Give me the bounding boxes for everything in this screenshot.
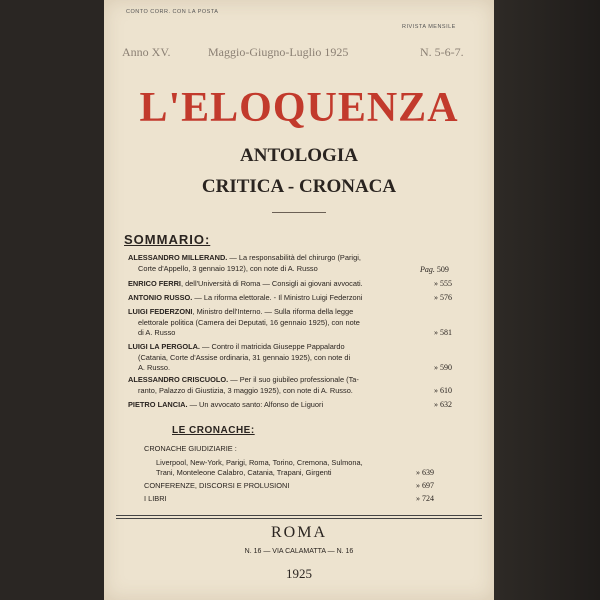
page-number: 581 [440,328,452,337]
page-prefix: » [434,363,438,372]
toc-page [434,400,452,409]
page-prefix: Pag. [420,265,435,274]
footer-rule [116,515,482,519]
conferenze-entry: CONFERENZE, DISCORSI E PROLUSIONI [144,481,290,490]
cronache-cities-line1: Liverpool, New-York, Parigi, Roma, Torino, Cremona, Sulmona, [156,458,363,467]
toc-page [434,279,452,288]
monthly-review-note: RIVISTA MENSILE [402,24,456,30]
publication-year: 1925 [286,566,312,581]
cronache-giudiziarie-heading: CRONACHE GIUDIZIARIE : [144,444,237,453]
libri-page [416,494,434,503]
toc-page [434,363,452,372]
cronache-cities-page [416,468,434,477]
page-prefix: » [416,481,420,490]
issue-year: Anno XV. [122,45,171,59]
toc-title: — La responsabilità del chirurgo (Parigi, [227,253,361,262]
page-prefix: » [434,279,438,288]
toc-title: — Un avvocato santo: Alfonso de Liguori [187,400,324,409]
cronache-cities-line2: Trani, Monteleone Calabro, Catania, Trapani, Girgenti [156,468,332,477]
publisher-city: ROMA [270,524,327,541]
issue-months: Maggio-Giugno-Luglio 1925 [208,45,349,59]
subtitle-antologia: ANTOLOGIA [240,145,358,166]
page-prefix: » [434,293,438,302]
postal-account-note: CONTO CORR. CON LA POSTA [126,9,219,15]
toc-page [434,386,452,395]
journal-cover-page [104,0,494,600]
subtitle-critica-cronaca: CRITICA - CRONACA [201,176,397,197]
page-prefix: » [434,328,438,337]
toc-title-cont: A. Russo. [138,363,171,372]
page-number: 632 [440,400,452,409]
page-number: 509 [436,265,449,274]
background-surface [494,0,600,600]
ornament-rule [272,212,326,213]
page-prefix: » [434,386,438,395]
page-number: 590 [440,363,452,372]
journal-title: L'ELOQUENZA [139,85,459,131]
toc-entry [128,342,448,374]
toc-entry [128,307,448,339]
page-number: 724 [422,494,434,503]
page-number: 555 [440,279,452,288]
page-prefix: » [416,494,420,503]
page-prefix: » [434,400,438,409]
toc-author: PIETRO LANCIA. [128,400,188,409]
toc-author: LUIGI FEDERZONI [128,307,193,316]
toc-entry [128,400,448,411]
toc-title: — Contro il matricida Giuseppe Pappalardo [200,342,345,351]
toc-title: — Per il suo giubileo professionale (Ta- [228,375,359,384]
toc-title-cont: ranto, Palazzo di Giustizia, 3 maggio 1925), con note di A. Russo. [138,385,353,395]
toc-author: ALESSANDRO MILLERAND. [128,253,228,262]
libri-entry: I LIBRI [144,494,167,503]
toc-title: , dell'Università di Roma — Consigli ai giovani avvocati. [180,279,363,288]
sommario-heading: SOMMARIO: [124,232,211,247]
page-prefix: » [416,468,420,477]
page-number: 697 [422,481,434,490]
toc-title: , Ministro dell'Interno. — Sulla riforma della legge [192,307,354,316]
toc-page [434,293,452,302]
toc-title-cont: Corte d'Appello, 3 gennaio 1912), con note di A. Russo [138,263,318,273]
toc-title: — La riforma elettorale. - Il Ministro Luigi Federzoni [192,293,363,302]
toc-entry [128,375,448,396]
toc-page [434,328,452,337]
conferenze-page [416,481,434,490]
toc-author: ENRICO FERRI [128,279,181,288]
cronache-heading: LE CRONACHE: [172,425,255,436]
page-number: 610 [440,386,452,395]
toc-title-cont: elettorale politica (Camera dei Deputati, 16 gennaio 1925), con note [138,317,360,327]
page-number: 576 [440,293,452,302]
toc-title-cont: (Catania, Corte d'Assise ordinaria, 31 gennaio 1925), con note di [138,352,351,362]
toc-title-cont: di A. Russo [138,328,176,337]
toc-entry [128,253,448,274]
toc-author: ALESSANDRO CRISCUOLO. [128,375,229,384]
toc-entry [128,279,448,290]
issue-number: N. 5-6-7. [420,45,464,59]
publisher-address: N. 16 — VIA CALAMATTA — N. 16 [244,548,354,555]
toc-entry [128,293,448,304]
toc-author: LUIGI LA PERGOLA. [128,342,200,351]
toc-author: ANTONIO RUSSO. [128,293,193,302]
toc-page [420,265,449,274]
page-number: 639 [422,468,434,477]
